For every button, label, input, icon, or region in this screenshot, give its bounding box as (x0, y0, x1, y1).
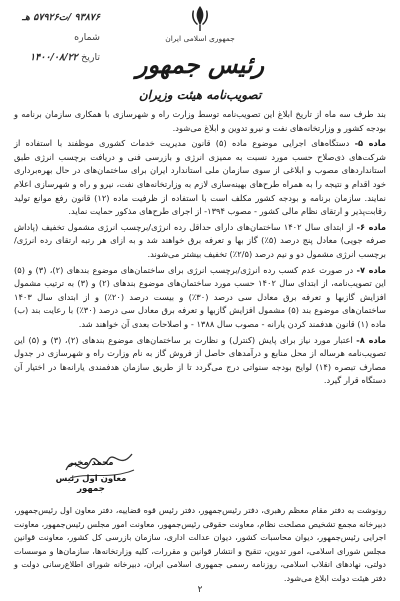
article-7 (14, 264, 386, 332)
article-8-text: اعتبار مورد نیاز برای پایش (کنترل) و نظارت بر ساختمان‌های موضوع بندهای (۲)، (۳) و (۵) این تصویب‌نامه هرساله از محل منابع و درآمدهای حاصل از فروش گاز به نام وزارت راه و شهرسازی در جدول مصارف تبصره (۱۴) لوایح بودجه سنواتی درج می‌گردد تا از طریق سازمان هدفمندی یارانه‌ها در اختیار آن دستگاه قرار گیرد. (14, 334, 386, 386)
article-6 (14, 221, 386, 262)
article-5 (14, 137, 386, 219)
president-title: رئیس جمهور (135, 50, 265, 79)
page-number: ۲ (197, 585, 203, 595)
iran-emblem-icon (188, 4, 212, 32)
republic-label: جمهوری اسلامی ایران (165, 34, 235, 43)
decree-body (14, 108, 386, 390)
article-7-text: در صورت عدم کسب رده انرژی/برچسب انرژی برای ساختمان‌های موضوع بندهای (۲)، (۳) و (۵) این تصویب‌نامه، از ابتدای سال ۱۴۰۲ حسب مورد ساختمان‌های موضوع بندهای (۲) و (۳) به ترتیب مشمول افزایش گازبها و تعرفه برق معادل سی درصد (۳۰٪) و بیست درصد (۲۰٪) و از ابتدای سال ۱۴۰۳ ساختمان‌های موضوع بند (۵) مشمول افزایش گازبها و تعرفه برق معادل سی درصد (۳۰٪) با رعایت بند (ب) ماده (۱) قانون هدفمند کردن یارانه - مصوب سال ۱۳۸۸ - و اصلاحات بعدی آن خواهند شد. (14, 264, 387, 329)
decree-title: تصویب‌نامه هیئت وزیران (138, 88, 262, 102)
signatory-role: معاون اول رئیس جمهور (55, 474, 127, 494)
article-8 (14, 334, 386, 388)
article-8-label: ماده ۸- (356, 334, 386, 345)
article-7-label: ماده ۷- (356, 264, 386, 275)
article-5-text: دستگاه‌های اجرایی موضوع ماده (۵) قانون مدیریت خدمات کشوری موظفند با استفاده از شرکت‌های ذی‌صلاح حسب مورد نسبت به ممیزی انرژی و بازرسی فنی و دریافت برچسب انرژی طبق استانداردهای مصوب و ابلاغی از سوی سازمان ملی استاندارد ایران برای ساختمان‌های در حال بهره‌برداری خود اقدام و نتیجه را به همراه طرح‌های بهینه‌سازی لازم به وزارتخانه‌های نفت، نیرو و راه و شهرسازی اعلام نمایند. سازمان برنامه و بودجه کشور مکلف است با استفاده از ظرفیت ماده (۱۲) قانون رفع موانع تولید رقابت‌پذیر و ارتقای نظام مالی کشور - مصوب ۱۳۹۴- از اجرای طرح‌های مذکور حمایت نماید. (14, 138, 386, 217)
document-date (8, 48, 100, 68)
article-6-label: ماده ۶- (356, 221, 386, 232)
document-number (8, 8, 100, 48)
number-value: ۹۳۸۷۶ /ت۵۷۹۲۶ هـ (22, 12, 100, 23)
article-5-label: ماده ۵- (354, 138, 387, 149)
signatory-name: محمد مخبر (68, 458, 114, 468)
date-value: ۱۴۰۰/۰۸/۲۲ (30, 52, 78, 63)
number-label: شماره (74, 32, 100, 43)
document-meta (8, 8, 100, 68)
date-label: تاریخ (81, 52, 100, 63)
cc-list: رونوشت به دفتر مقام معظم رهبری، دفتر رئیس‌جمهور، دفتر رئیس قوه قضاییه، دفتر معاون اول رئیس‌جمهور، دبیرخانه مجمع تشخیص مصلحت نظام، معاونت حقوقی رئیس‌جمهور، معاونت امور مجلس رئیس‌جمهور، معاونت اجرایی رئیس‌جمهور، دیوان محاسبات کشور، دیوان عدالت اداری، سازمان بازرسی کل کشور، معاونت قوانین مجلس شورای اسلامی، امور تدوین، تنقیح و انتشار قوانین و مقررات، کلیه وزارتخانه‌ها، سازمان‌ها و موسسات دولتی، نهادهای انقلاب اسلامی، روزنامه رسمی جمهوری اسلامی ایران، دبیرخانه شورای اطلاع‌رسانی دولت و دفتر هیئت دولت ابلاغ می‌شود. (14, 505, 386, 583)
intro-paragraph: بند طرف سه ماه از تاریخ ابلاغ این تصویب‌نامه توسط وزارت راه و شهرسازی با همکاری سازمان برنامه و بودجه کشور و وزارتخانه‌های نفت و نیرو تدوین و ابلاغ می‌شود. (14, 109, 386, 133)
article-6-text: از ابتدای سال ۱۴۰۲ ساختمان‌های دارای حداقل رده انرژی/برچسب انرژی مشمول تخفیف (پاداش صرفه جویی) معادل پنج درصد (۵٪) گاز بها و تعرفه برق خواهند شد و به ازای هر رتبه ارتقای رده انرژی/برچسب انرژی مشمول دو و نیم درصد (۲/۵٪) تخفیف بیشتر می‌شوند. (14, 221, 386, 259)
